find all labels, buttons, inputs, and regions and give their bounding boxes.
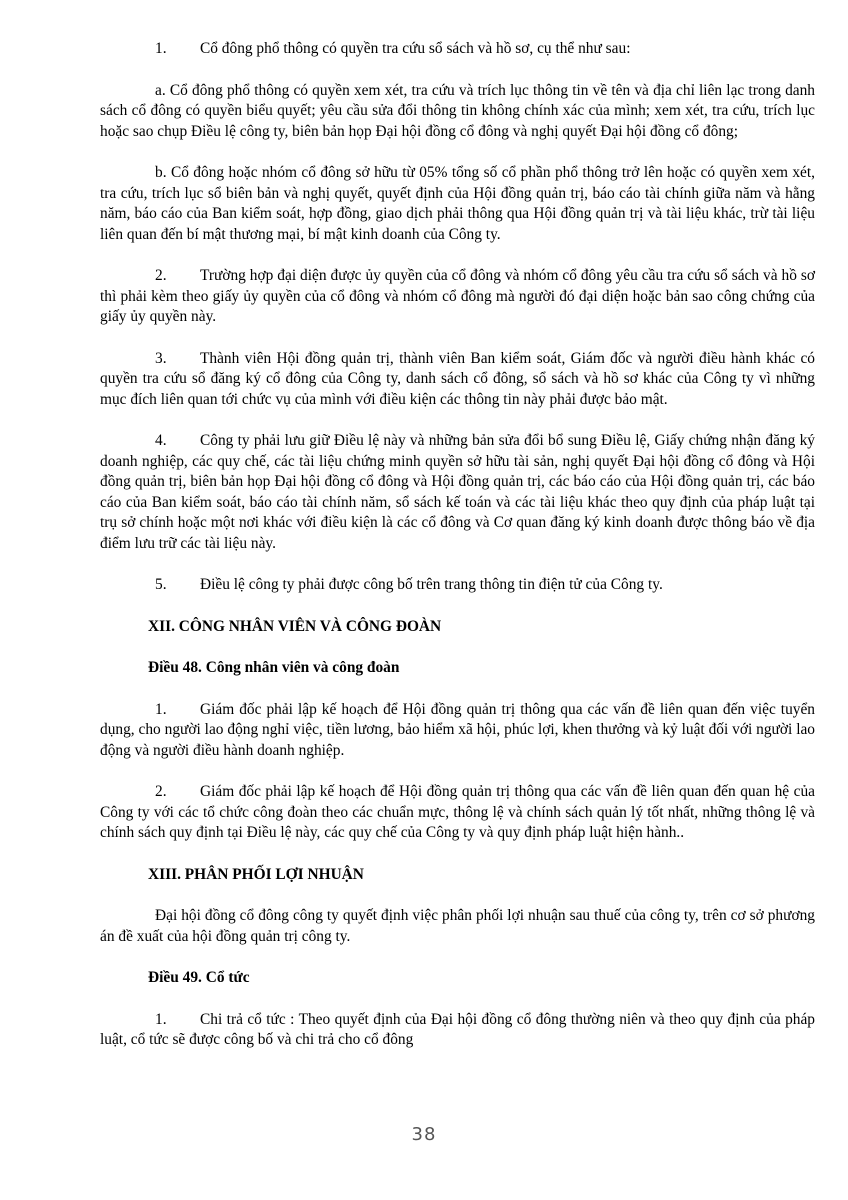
section-heading-12: XII. CÔNG NHÂN VIÊN VÀ CÔNG ĐOÀN bbox=[148, 617, 442, 635]
clause-text: Thành viên Hội đồng quản trị, thành viên Ban kiểm soát, Giám đốc và người điều hành khác có quyền tra cứu sổ đăng ký cổ đông của Công ty, danh sách cổ đông, sổ sách và hồ sơ khác của Công ty vì những mục đích liên quan tới chức vụ của mình với điều kiện các thông tin này phải được bảo mật. bbox=[100, 349, 815, 408]
article-heading-49: Điều 49. Cổ tức bbox=[148, 969, 250, 986]
clause-number: 2. bbox=[155, 783, 167, 800]
clause-4 bbox=[100, 431, 815, 554]
clause-5 bbox=[100, 575, 815, 596]
clause-text: Giám đốc phải lập kế hoạch để Hội đồng quản trị thông qua các vấn đề liên quan đến quan hệ của Công ty với các tổ chức công đoàn theo các chuẩn mực, thông lệ và chính sách quản lý tốt nhất, những thông lệ và chính sách quy định tại Điều lệ này, các quy chế của Công ty và quy định pháp luật hiện hành.. bbox=[100, 783, 815, 841]
clause-number: 5. bbox=[155, 576, 167, 593]
clause-text: Cổ đông phổ thông có quyền tra cứu sổ sách và hồ sơ, cụ thể như sau: bbox=[200, 40, 631, 57]
clause-1 bbox=[100, 39, 815, 60]
page-number: 38 bbox=[411, 1124, 437, 1145]
section-heading-13: XIII. PHÂN PHỐI LỢI NHUẬN bbox=[148, 865, 364, 883]
clause-text: a. Cổ đông phổ thông có quyền xem xét, tra cứu và trích lục thông tin về tên và địa chỉ liên lạc trong danh sách cổ đông có quyền biểu quyết; yêu cầu sửa đổi thông tin không chính xác của mình; xem xét, tra cứu, trích lục hoặc sao chụp Điều lệ công ty, biên bản họp Đại hội đồng cổ đông và nghị quyết Đại hội đồng cổ đông; bbox=[100, 81, 815, 140]
clause-text: Trường hợp đại diện được ủy quyền của cổ đông và nhóm cổ đông yêu cầu tra cứu sổ sách và hồ sơ thì phải kèm theo giấy ủy quyền của cổ đông và nhóm cổ đông mà người đó đại diện hoặc bản sao công chứng của giấy ủy quyền này. bbox=[100, 267, 815, 325]
clause-text: Chi trả cổ tức : Theo quyết định của Đại hội đồng cổ đông thường niên và theo quy định của pháp luật, cổ tức sẽ được công bố và chi trả cho cổ đông bbox=[100, 1010, 815, 1048]
clause-number: 2. bbox=[155, 267, 167, 284]
clause-number: 4. bbox=[155, 432, 167, 449]
clause-text: Công ty phải lưu giữ Điều lệ này và những bản sửa đổi bổ sung Điều lệ, Giấy chứng nhận đăng ký doanh nghiệp, các quy chế, các tài liệu chứng minh quyền sở hữu tài sản, nghị quyết Đại hội đồng cổ đông và Hội đồng quản trị, biên bản họp Đại hội đồng cổ đông và Hội đồng quản trị, các báo cáo của Hội đồng quản trị, các báo cáo của Ban kiểm soát, báo cáo tài chính năm, sổ sách kế toán và các tài liệu khác theo quy định của pháp luật tại trụ sở chính hoặc một nơi khác với điều kiện là các cổ đông và Cơ quan đăng ký kinh doanh được thông báo về địa điểm lưu trữ các tài liệu này. bbox=[100, 432, 815, 552]
clause-number: 1. bbox=[155, 1010, 167, 1028]
article-48-clause-1 bbox=[100, 700, 815, 762]
clause-2 bbox=[100, 266, 815, 328]
clause-1b bbox=[100, 163, 815, 245]
article-49-clause-1 bbox=[100, 1010, 815, 1051]
article-48-clause-2 bbox=[100, 782, 815, 844]
clause-number: 1. bbox=[155, 40, 167, 57]
clause-text: Giám đốc phải lập kế hoạch để Hội đồng quản trị thông qua các vấn đề liên quan đến việc tuyển dụng, cho người lao động nghỉ việc, tiền lương, bảo hiểm xã hội, phúc lợi, khen thưởng và kỷ luật đối với người lao động và người điều hành doanh nghiệp. bbox=[100, 700, 815, 759]
clause-1a bbox=[100, 81, 815, 143]
clause-text: b. Cổ đông hoặc nhóm cổ đông sở hữu từ 05% tổng số cổ phần phổ thông trở lên hoặc có quyền xem xét, tra cứu, trích lục sổ biên bản và nghị quyết, quyết định của Hội đồng quản trị, báo cáo tài chính giữa năm và hằng năm, báo cáo của Ban kiểm soát, hợp đồng, giao dịch phải thông qua Hội đồng quản trị và tài liệu khác, trừ tài liệu liên quan đến bí mật thương mại, bí mật kinh doanh của Công ty. bbox=[100, 164, 815, 243]
clause-number: 1. bbox=[155, 700, 167, 718]
section-13-paragraph: Đại hội đồng cổ đông công ty quyết định việc phân phối lợi nhuận sau thuế của công ty, trên cơ sở phương án đề xuất của hội đồng quản trị công ty. bbox=[100, 907, 815, 945]
clause-3 bbox=[100, 349, 815, 411]
article-heading-48: Điều 48. Công nhân viên và công đoàn bbox=[148, 659, 400, 676]
document-page bbox=[100, 39, 815, 1051]
clause-text: Điều lệ công ty phải được công bố trên trang thông tin điện tử của Công ty. bbox=[200, 576, 663, 593]
clause-number: 3. bbox=[155, 349, 167, 367]
